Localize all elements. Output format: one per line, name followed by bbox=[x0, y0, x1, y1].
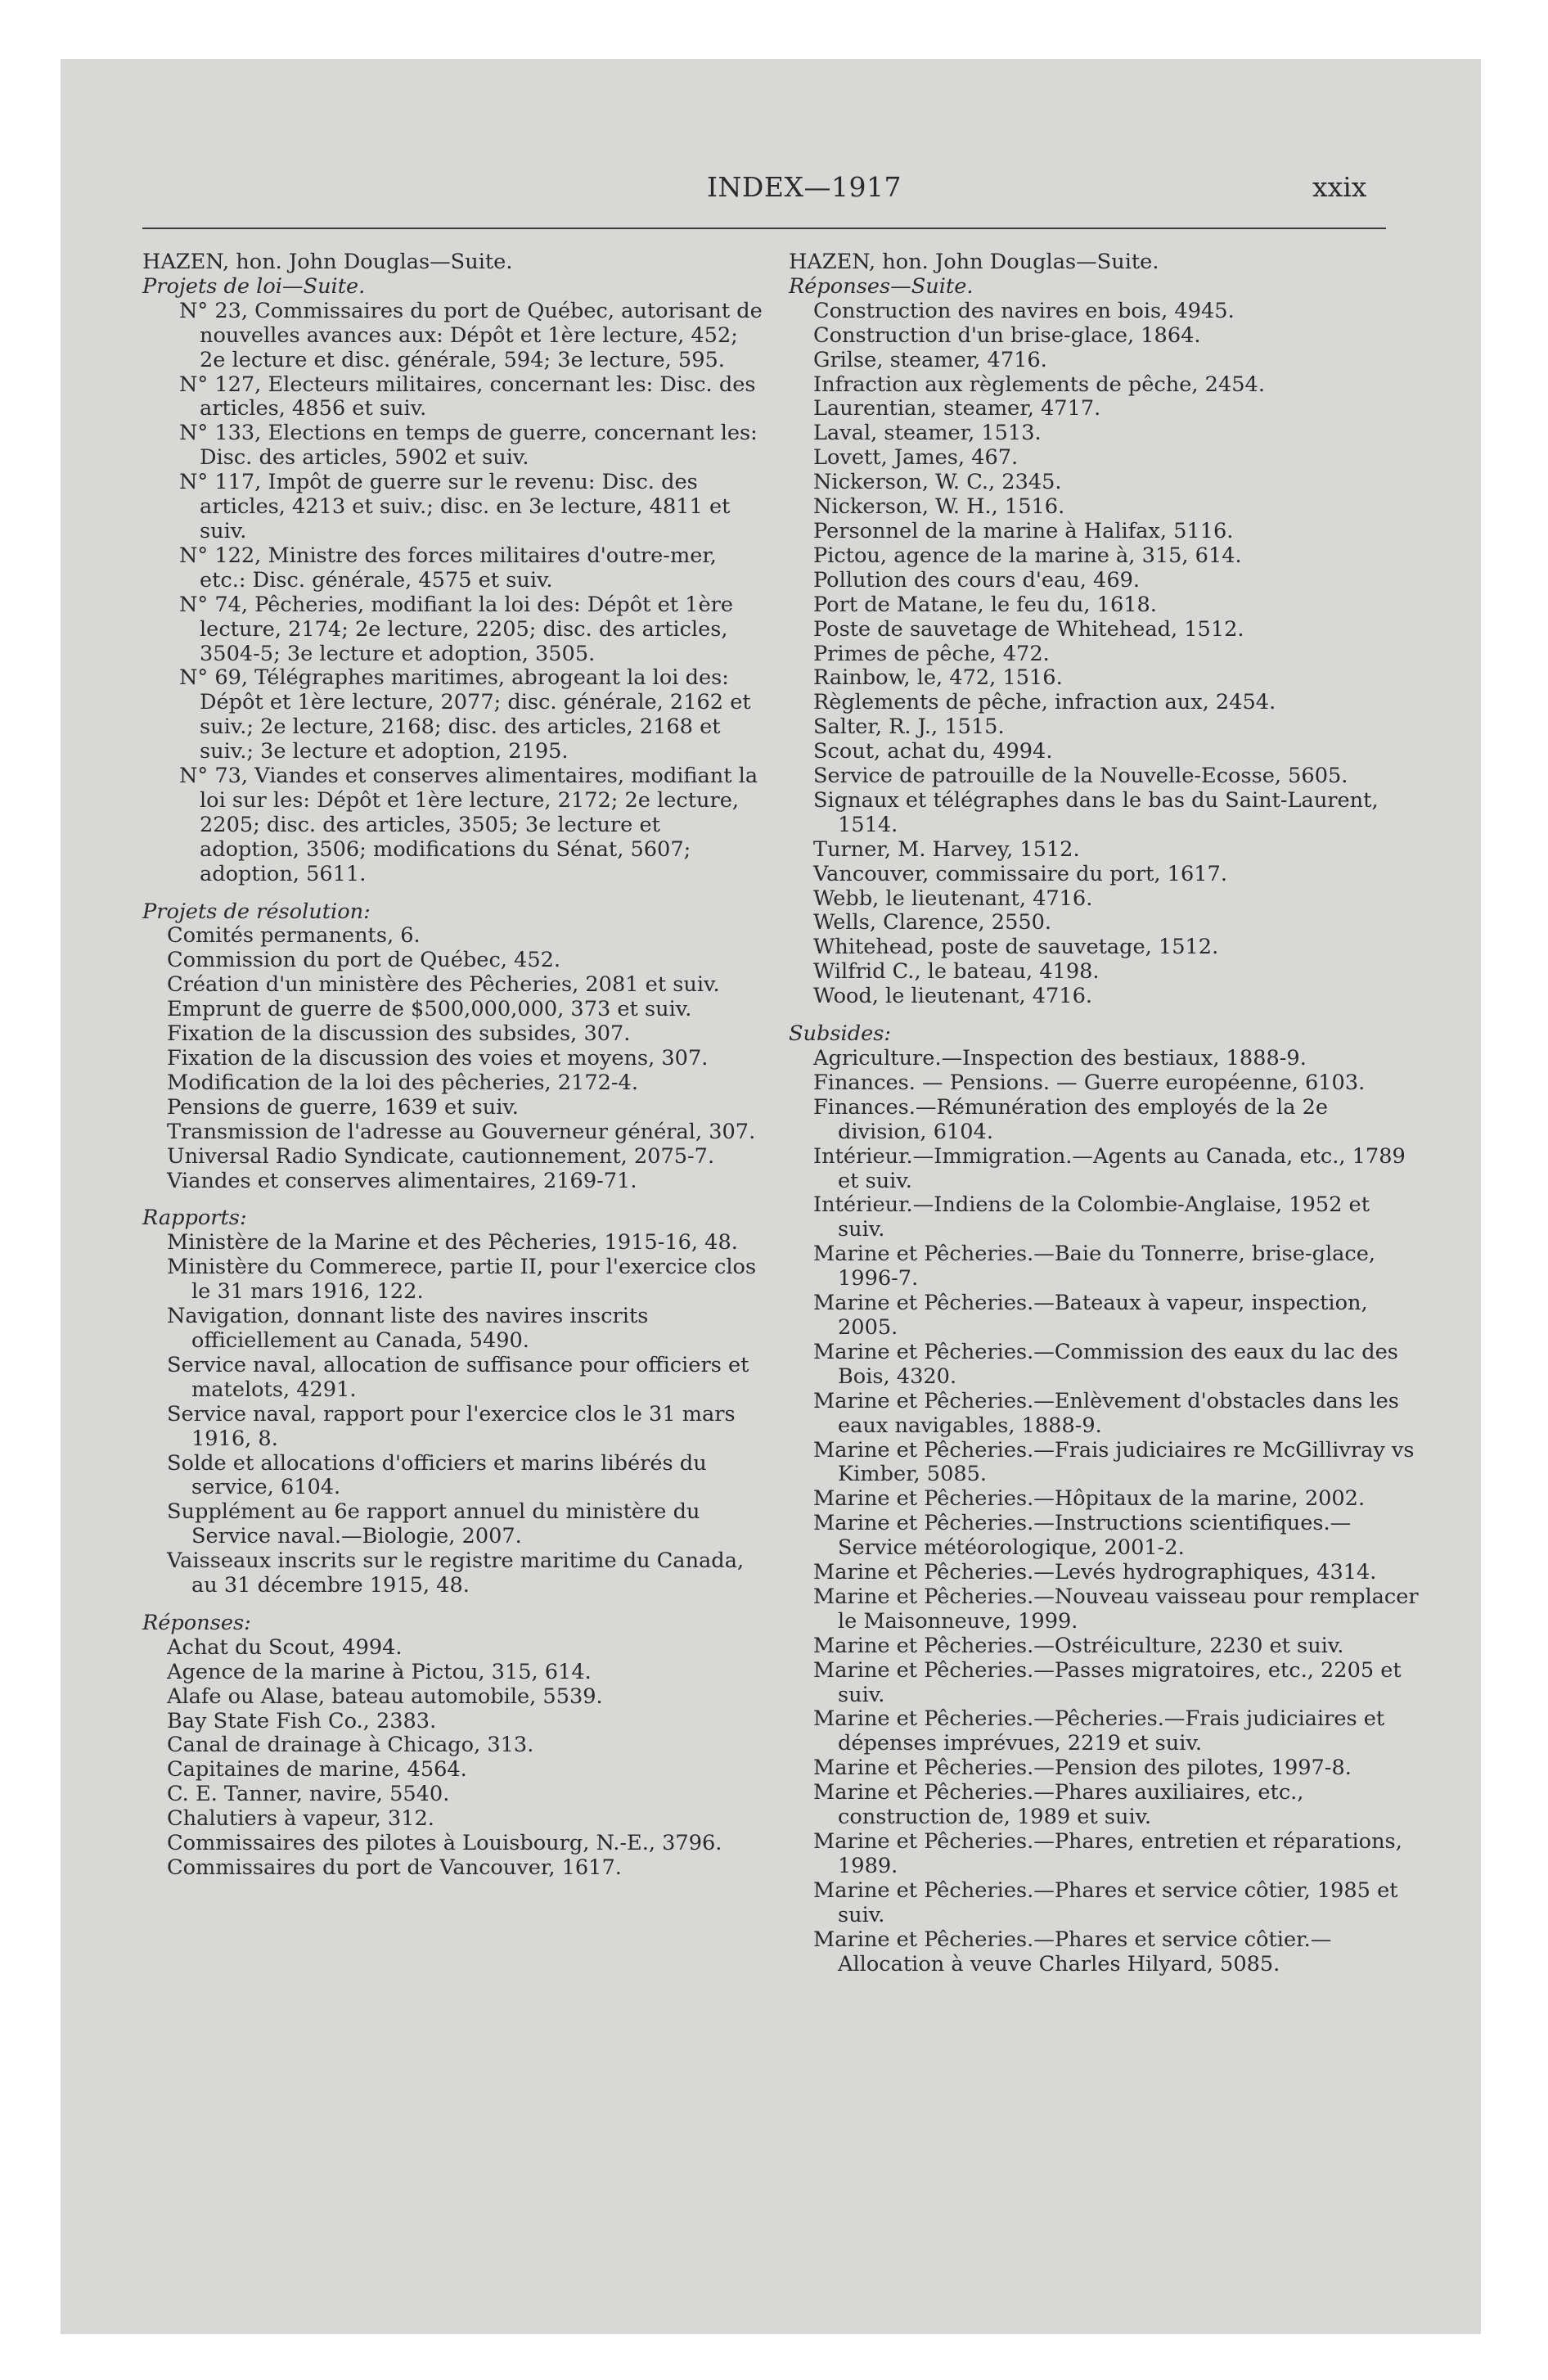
list-item: Poste de sauvetage de Whitehead, 1512. bbox=[813, 616, 1244, 642]
list-item: Port de Matane, le feu du, 1618. bbox=[813, 592, 1157, 617]
list-item: Marine et Pêcheries.—Phares et service côtier.—Allocation à veuve Charles Hilyard, 5085. bbox=[813, 1927, 1332, 1977]
list-item: N° 23, Commissaires du port de Québec, autorisant de nouvelles avances aux: Dépôt et 1ère lecture, 452; 2e lecture et disc. générale, 594; 3e lecture, 595. bbox=[179, 298, 763, 372]
list-item: Marine et Pêcheries.—Passes migratoires, etc., 2205 et suiv. bbox=[813, 1657, 1402, 1707]
list-item: Finances.—Rémunération des employés de la 2e division, 6104. bbox=[813, 1094, 1329, 1144]
entry-heading: HAZEN, hon. John Douglas—Suite. bbox=[789, 250, 1159, 274]
list-item: Marine et Pêcheries.—Pension des pilotes, 1997-8. bbox=[813, 1756, 1352, 1781]
list-item: Ministère du Commerece, partie II, pour l'exercice clos le 31 mars 1916, 122. bbox=[167, 1255, 757, 1305]
list-item: Viandes et conserves alimentaires, 2169-71. bbox=[167, 1168, 637, 1193]
list-item: N° 69, Télégraphes maritimes, abrogeant la loi des: Dépôt et 1ère lecture, 2077; disc. générale, 2162 et suiv.; 2e lecture, 2168; disc. des articles, 2168 et suiv.; 3e lecture et adoption, 2195. bbox=[179, 665, 751, 764]
list-item: Création d'un ministère des Pêcheries, 2081 et suiv. bbox=[167, 972, 720, 998]
list-item: Agence de la marine à Pictou, 315, 614. bbox=[167, 1659, 592, 1684]
list-item: Wells, Clarence, 2550. bbox=[813, 910, 1052, 935]
list-item: N° 73, Viandes et conserves alimentaires, modifiant la loi sur les: Dépôt et 1ère lecture, 2172; 2e lecture, 2205; disc. des articles, 3505; 3e lecture et adoption, 3506; modifications du Sénat, 5607; adoption, 5611. bbox=[179, 764, 758, 886]
list-item: Nickerson, W. C., 2345. bbox=[813, 470, 1062, 495]
running-header-title: INDEX—1917 bbox=[707, 171, 902, 203]
list-item: Marine et Pêcheries.—Instructions scientifiques.—Service météorologique, 2001-2. bbox=[813, 1511, 1352, 1561]
list-item: Marine et Pêcheries.—Hôpitaux de la marine, 2002. bbox=[813, 1486, 1366, 1512]
list-item: C. E. Tanner, navire, 5540. bbox=[167, 1782, 450, 1807]
list-item: Modification de la loi des pêcheries, 2172-4. bbox=[167, 1070, 638, 1095]
list-item: Grilse, steamer, 4716. bbox=[813, 347, 1047, 372]
list-item: Marine et Pêcheries.—Commission des eaux du lac des Bois, 4320. bbox=[813, 1339, 1398, 1389]
section-title-reports: Rapports: bbox=[142, 1206, 247, 1231]
list-item: Universal Radio Syndicate, cautionnement, 2075-7. bbox=[167, 1143, 715, 1169]
entry-heading: HAZEN, hon. John Douglas—Suite. bbox=[142, 250, 513, 274]
list-item: Vaisseaux inscrits sur le registre maritime du Canada, au 31 décembre 1915, 48. bbox=[167, 1548, 745, 1598]
list-item: Marine et Pêcheries.—Frais judiciaires re McGillivray vs Kimber, 5085. bbox=[813, 1437, 1415, 1487]
list-item: Personnel de la marine à Halifax, 5116. bbox=[813, 518, 1234, 543]
list-item: Lovett, James, 467. bbox=[813, 445, 1019, 471]
list-item: Pictou, agence de la marine à, 315, 614. bbox=[813, 543, 1242, 568]
list-item: Construction d'un brise-glace, 1864. bbox=[813, 322, 1201, 348]
list-item: Règlements de pêche, infraction aux, 2454. bbox=[813, 690, 1276, 715]
list-item: Service naval, rapport pour l'exercice clos le 31 mars 1916, 8. bbox=[167, 1401, 736, 1451]
list-item: Signaux et télégraphes dans le bas du Saint-Laurent, 1514. bbox=[813, 787, 1379, 837]
list-item: Marine et Pêcheries.—Levés hydrographiques, 4314. bbox=[813, 1560, 1377, 1585]
list-item: Wood, le lieutenant, 4716. bbox=[813, 984, 1092, 1009]
list-item: Chalutiers à vapeur, 312. bbox=[167, 1806, 434, 1832]
list-item: N° 74, Pêcheries, modifiant la loi des: Dépôt et 1ère lecture, 2174; 2e lecture, 2205; disc. des articles, 3504-5; 3e lecture et adoption, 3505. bbox=[179, 592, 733, 666]
list-item: Commissaires des pilotes à Louisbourg, N.-E., 3796. bbox=[167, 1831, 722, 1856]
list-item: Transmission de l'adresse au Gouverneur général, 307. bbox=[167, 1119, 756, 1144]
list-item: Agriculture.—Inspection des bestiaux, 1888-9. bbox=[813, 1046, 1307, 1071]
list-item: Emprunt de guerre de $500,000,000, 373 et suiv. bbox=[167, 997, 692, 1022]
list-item: Marine et Pêcheries.—Phares et service côtier, 1985 et suiv. bbox=[813, 1877, 1398, 1927]
list-item: Laurentian, steamer, 4717. bbox=[813, 396, 1101, 421]
list-item: Whitehead, poste de sauvetage, 1512. bbox=[813, 935, 1219, 960]
page-number: xxix bbox=[1312, 171, 1367, 203]
list-item: Canal de drainage à Chicago, 313. bbox=[167, 1733, 534, 1758]
list-item: Turner, M. Harvey, 1512. bbox=[813, 836, 1080, 862]
list-item: Pollution des cours d'eau, 469. bbox=[813, 567, 1141, 593]
list-item: Alafe ou Alase, bateau automobile, 5539. bbox=[167, 1684, 603, 1709]
list-item: Marine et Pêcheries.—Baie du Tonnerre, brise-glace, 1996-7. bbox=[813, 1242, 1376, 1291]
list-item: Intérieur.—Indiens de la Colombie-Anglaise, 1952 et suiv. bbox=[813, 1192, 1370, 1242]
list-item: Comités permanents, 6. bbox=[167, 923, 421, 949]
list-item: Infraction aux règlements de pêche, 2454. bbox=[813, 372, 1265, 397]
list-item: N° 122, Ministre des forces militaires d'outre-mer, etc.: Disc. générale, 4575 et suiv. bbox=[179, 543, 717, 593]
section-title-answers: Réponses: bbox=[142, 1610, 251, 1635]
section-title-bills: Projets de loi—Suite. bbox=[142, 273, 366, 299]
list-item: Wilfrid C., le bateau, 4198. bbox=[813, 959, 1100, 985]
list-item: Fixation de la discussion des subsides, 307. bbox=[167, 1021, 631, 1047]
list-item: Salter, R. J., 1515. bbox=[813, 714, 1005, 740]
list-item: Commission du port de Québec, 452. bbox=[167, 948, 561, 973]
list-item: Achat du Scout, 4994. bbox=[167, 1634, 403, 1660]
list-item: Capitaines de marine, 4564. bbox=[167, 1757, 467, 1783]
list-item: Laval, steamer, 1513. bbox=[813, 421, 1042, 446]
section-title-answers-cont: Réponses—Suite. bbox=[789, 273, 974, 299]
list-item: Nickerson, W. H., 1516. bbox=[813, 494, 1065, 520]
list-item: Rainbow, le, 472, 1516. bbox=[813, 665, 1063, 691]
list-item: Marine et Pêcheries.—Ostréiculture, 2230 et suiv. bbox=[813, 1633, 1344, 1658]
list-item: Construction des navires en bois, 4945. bbox=[813, 298, 1235, 323]
list-item: Finances. — Pensions. — Guerre européenne, 6103. bbox=[813, 1070, 1366, 1095]
section-title-subsidies: Subsides: bbox=[789, 1021, 892, 1047]
list-item: Navigation, donnant liste des navires inscrits officiellement au Canada, 5490. bbox=[167, 1304, 649, 1353]
list-item: Marine et Pêcheries.—Phares auxiliaires, etc., construction de, 1989 et suiv. bbox=[813, 1780, 1304, 1830]
list-item: Supplément au 6e rapport annuel du ministère du Service naval.—Biologie, 2007. bbox=[167, 1499, 700, 1549]
list-item: Marine et Pêcheries.—Enlèvement d'obstacles dans les eaux navigables, 1888-9. bbox=[813, 1388, 1399, 1438]
list-item: Solde et allocations d'officiers et marins libérés du service, 6104. bbox=[167, 1450, 707, 1500]
list-item: Pensions de guerre, 1639 et suiv. bbox=[167, 1094, 519, 1120]
right-column bbox=[789, 250, 1419, 1977]
list-item: Intérieur.—Immigration.—Agents au Canada, etc., 1789 et suiv. bbox=[813, 1143, 1406, 1193]
list-item: Bay State Fish Co., 2383. bbox=[167, 1708, 437, 1733]
header-rule bbox=[142, 228, 1386, 229]
left-column bbox=[142, 250, 764, 1881]
list-item: Marine et Pêcheries.—Pêcheries.—Frais judiciaires et dépenses imprévues, 2219 et suiv. bbox=[813, 1706, 1385, 1756]
section-title-resolutions: Projets de résolution: bbox=[142, 899, 371, 924]
list-item: Webb, le lieutenant, 4716. bbox=[813, 886, 1093, 911]
list-item: Scout, achat du, 4994. bbox=[813, 739, 1053, 764]
list-item: Marine et Pêcheries.—Bateaux à vapeur, inspection, 2005. bbox=[813, 1291, 1368, 1340]
list-item: N° 127, Electeurs militaires, concernant les: Disc. des articles, 4856 et suiv. bbox=[179, 372, 756, 421]
list-item: Vancouver, commissaire du port, 1617. bbox=[813, 861, 1227, 886]
list-item: Service naval, allocation de suffisance pour officiers et matelots, 4291. bbox=[167, 1352, 749, 1402]
list-item: N° 117, Impôt de guerre sur le revenu: Disc. des articles, 4213 et suiv.; disc. en 3e lecture, 4811 et suiv. bbox=[179, 470, 731, 543]
list-item: Commissaires du port de Vancouver, 1617. bbox=[167, 1855, 622, 1880]
list-item: Primes de pêche, 472. bbox=[813, 641, 1050, 666]
list-item: N° 133, Elections en temps de guerre, concernant les: Disc. des articles, 5902 et suiv. bbox=[179, 421, 758, 471]
list-item: Service de patrouille de la Nouvelle-Ecosse, 5605. bbox=[813, 764, 1348, 789]
list-item: Marine et Pêcheries.—Phares, entretien et réparations, 1989. bbox=[813, 1829, 1402, 1878]
scanned-page bbox=[61, 59, 1481, 2334]
list-item: Marine et Pêcheries.—Nouveau vaisseau pour remplacer le Maisonneuve, 1999. bbox=[813, 1584, 1419, 1634]
list-item: Fixation de la discussion des voies et moyens, 307. bbox=[167, 1046, 709, 1071]
list-item: Ministère de la Marine et des Pêcheries, 1915-16, 48. bbox=[167, 1230, 738, 1255]
